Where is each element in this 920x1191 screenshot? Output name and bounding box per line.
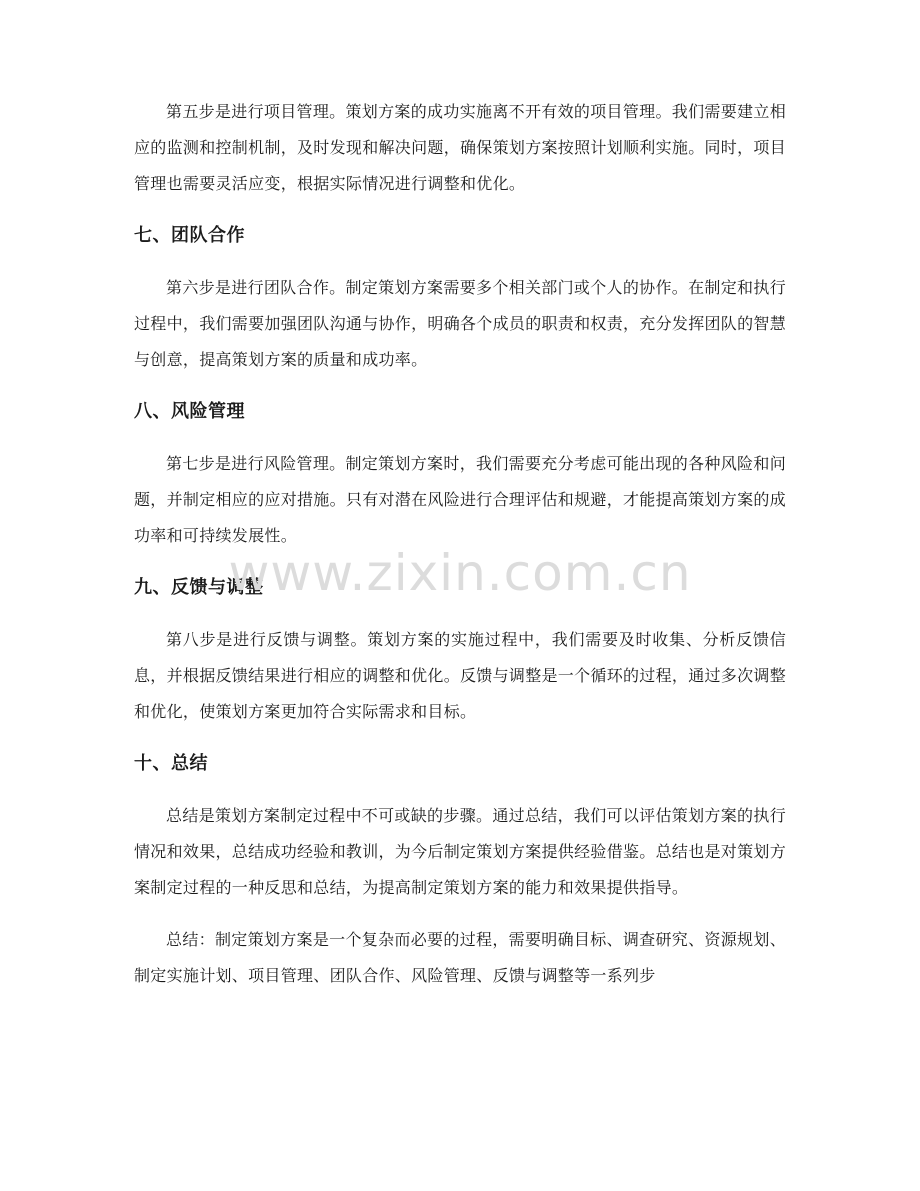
heading-summary: 十、总结 xyxy=(134,753,208,774)
paragraph-team-cooperation: 第六步是进行团队合作。制定策划方案需要多个相关部门或个人的协作。在制定和执行过程中，我们需要加强团队沟通与协作，明确各个成员的职责和权责，充分发挥团队的智慧与创意，提高策划方案的质量和成功率。 xyxy=(134,278,787,369)
paragraph-feedback-adjustment: 第八步是进行反馈与调整。策划方案的实施过程中，我们需要及时收集、分析反馈信息，并根据反馈结果进行相应的调整和优化。反馈与调整是一个循环的过程，通过多次调整和优化，使策划方案更加符合实际需求和目标。 xyxy=(134,630,787,721)
paragraph-summary: 总结是策划方案制定过程中不可或缺的步骤。通过总结，我们可以评估策划方案的执行情况和效果，总结成功经验和教训，为今后制定策划方案提供经验借鉴。总结也是对策划方案制定过程的一种反思和总结，为提高制定策划方案的能力和效果提供指导。 xyxy=(134,806,787,897)
document-body xyxy=(134,94,786,994)
heading-feedback-adjustment: 九、反馈与调整 xyxy=(134,577,264,598)
paragraph-project-management: 第五步是进行项目管理。策划方案的成功实施离不开有效的项目管理。我们需要建立相应的监测和控制机制，及时发现和解决问题，确保策划方案按照计划顺利实施。同时，项目管理也需要灵活应变，根据实际情况进行调整和优化。 xyxy=(134,102,787,193)
watermark-text: www.zixin.com.cn xyxy=(228,544,692,602)
paragraph-risk-management: 第七步是进行风险管理。制定策划方案时，我们需要充分考虑可能出现的各种风险和问题，并制定相应的应对措施。只有对潜在风险进行合理评估和规避，才能提高策划方案的成功率和可持续发展性。 xyxy=(134,454,787,545)
heading-team-cooperation: 七、团队合作 xyxy=(134,225,245,246)
paragraph-conclusion: 总结：制定策划方案是一个复杂而必要的过程，需要明确目标、调查研究、资源规划、制定实施计划、项目管理、团队合作、风险管理、反馈与调整等一系列步 xyxy=(134,930,786,985)
heading-risk-management: 八、风险管理 xyxy=(134,401,245,422)
